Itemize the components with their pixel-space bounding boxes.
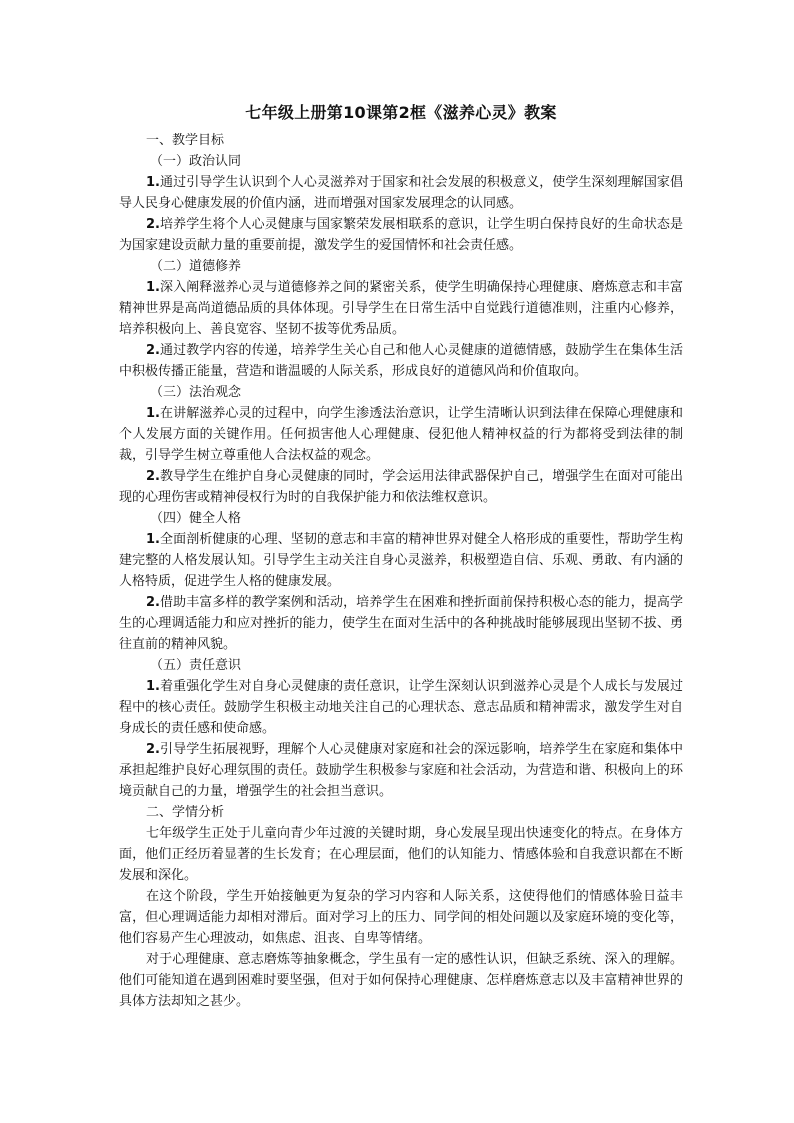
item-number: 2. bbox=[146, 343, 160, 358]
analysis-paragraph: 在这个阶段，学生开始接触更为复杂的学习内容和人际关系，这使得他们的情感体验日益丰富，但心理调适能力却相对滞后。面对学习上的压力、同学间的相处问题以及家庭环境的变化等，他们容易产生心理波动，如焦虑、沮丧、自卑等情绪。 bbox=[119, 889, 683, 946]
objective-paragraph bbox=[119, 529, 683, 592]
item-text: 全面剖析健康的心理、坚韧的意志和丰富的精神世界对健全人格形成的重要性，帮助学生构建完整的人格发展认知。引导学生主动关注自身心灵滋养，积极塑造自信、乐观、勇敢、有内涵的人格特质，促进学生人格的健康发展。 bbox=[119, 532, 683, 589]
subsection-heading-responsibility: （五）责任意识 bbox=[150, 658, 242, 673]
document-title: 七年级上册第10课第2框《滋养心灵》教案 bbox=[245, 103, 557, 122]
item-number: 1. bbox=[146, 280, 160, 295]
item-text: 通过引导学生认识到个人心灵滋养对于国家和社会发展的积极意义，使学生深刻理解国家倡导人民身心健康发展的价值内涵，进而增强对国家发展理念的认同感。 bbox=[119, 175, 683, 211]
objective-paragraph bbox=[119, 277, 683, 340]
item-text: 引导学生拓展视野，理解个人心灵健康对家庭和社会的深远影响，培养学生在家庭和集体中承担起维护良好心理氛围的责任。鼓励学生积极参与家庭和社会活动，为营造和谐、积极向上的环境贡献自己的力量，增强学生的社会担当意识。 bbox=[119, 742, 683, 799]
item-number: 2. bbox=[146, 469, 160, 484]
document-page bbox=[119, 102, 683, 1012]
objective-paragraph bbox=[119, 403, 683, 466]
item-text: 深入阐释滋养心灵与道德修养之间的紧密关系，使学生明确保持心理健康、磨炼意志和丰富精神世界是高尚道德品质的具体体现。引导学生在日常生活中自觉践行道德准则，注重内心修养，培养积极向上、善良宽容、坚韧不拔等优秀品质。 bbox=[119, 280, 683, 337]
objective-paragraph bbox=[119, 676, 683, 739]
item-number: 2. bbox=[146, 595, 160, 610]
objective-paragraph bbox=[119, 340, 683, 382]
objective-paragraph bbox=[119, 214, 683, 256]
item-number: 1. bbox=[146, 679, 160, 694]
section-heading-objectives: 一、教学目标 bbox=[146, 133, 225, 148]
objective-paragraph bbox=[119, 592, 683, 655]
analysis-paragraph: 对于心理健康、意志磨炼等抽象概念，学生虽有一定的感性认识，但缺乏系统、深入的理解。他们可能知道在遇到困难时要坚强，但对于如何保持心理健康、怎样磨炼意志以及丰富精神世界的具体方法却知之甚少。 bbox=[119, 952, 683, 1009]
item-text: 着重强化学生对自身心灵健康的责任意识，让学生深刻认识到滋养心灵是个人成长与发展过程中的核心责任。鼓励学生积极主动地关注自己的心理状态、意志品质和精神需求，激发学生对自身成长的责任感和使命感。 bbox=[119, 679, 683, 736]
subsection-heading-political: （一）政治认同 bbox=[150, 154, 242, 169]
item-text: 通过教学内容的传递，培养学生关心自己和他人心灵健康的道德情感，鼓励学生在集体生活中积极传播正能量，营造和谐温暖的人际关系，形成良好的道德风尚和价值取向。 bbox=[119, 343, 683, 379]
item-number: 1. bbox=[146, 175, 160, 190]
item-number: 2. bbox=[146, 742, 160, 757]
objective-paragraph bbox=[119, 466, 683, 508]
subsection-heading-personality: （四）健全人格 bbox=[150, 511, 242, 526]
item-text: 教导学生在维护自身心灵健康的同时，学会运用法律武器保护自己，增强学生在面对可能出现的心理伤害或精神侵权行为时的自我保护能力和依法维权意识。 bbox=[119, 469, 683, 505]
subsection-heading-morality: （二）道德修养 bbox=[150, 259, 242, 274]
item-number: 1. bbox=[146, 406, 160, 421]
objective-paragraph bbox=[119, 739, 683, 802]
item-text: 培养学生将个人心灵健康与国家繁荣发展相联系的意识，让学生明白保持良好的生命状态是为国家建设贡献力量的重要前提，激发学生的爱国情怀和社会责任感。 bbox=[119, 217, 683, 253]
item-number: 2. bbox=[146, 217, 160, 232]
section-heading-analysis: 二、学情分析 bbox=[146, 805, 225, 820]
analysis-paragraph: 七年级学生正处于儿童向青少年过渡的关键时期，身心发展呈现出快速变化的特点。在身体方面，他们正经历着显著的生长发育；在心理层面，他们的认知能力、情感体验和自我意识都在不断发展和深化。 bbox=[119, 826, 683, 883]
subsection-heading-law: （三）法治观念 bbox=[150, 385, 242, 400]
item-text: 借助丰富多样的教学案例和活动，培养学生在困难和挫折面前保持积极心态的能力，提高学生的心理调适能力和应对挫折的能力，使学生在面对生活中的各种挑战时能够展现出坚韧不拔、勇往直前的精神风貌。 bbox=[119, 595, 683, 652]
item-number: 1. bbox=[146, 532, 160, 547]
item-text: 在讲解滋养心灵的过程中，向学生渗透法治意识，让学生清晰认识到法律在保障心理健康和个人发展方面的关键作用。任何损害他人心理健康、侵犯他人精神权益的行为都将受到法律的制裁，引导学生树立尊重他人合法权益的观念。 bbox=[119, 406, 683, 463]
objective-paragraph bbox=[119, 172, 683, 214]
